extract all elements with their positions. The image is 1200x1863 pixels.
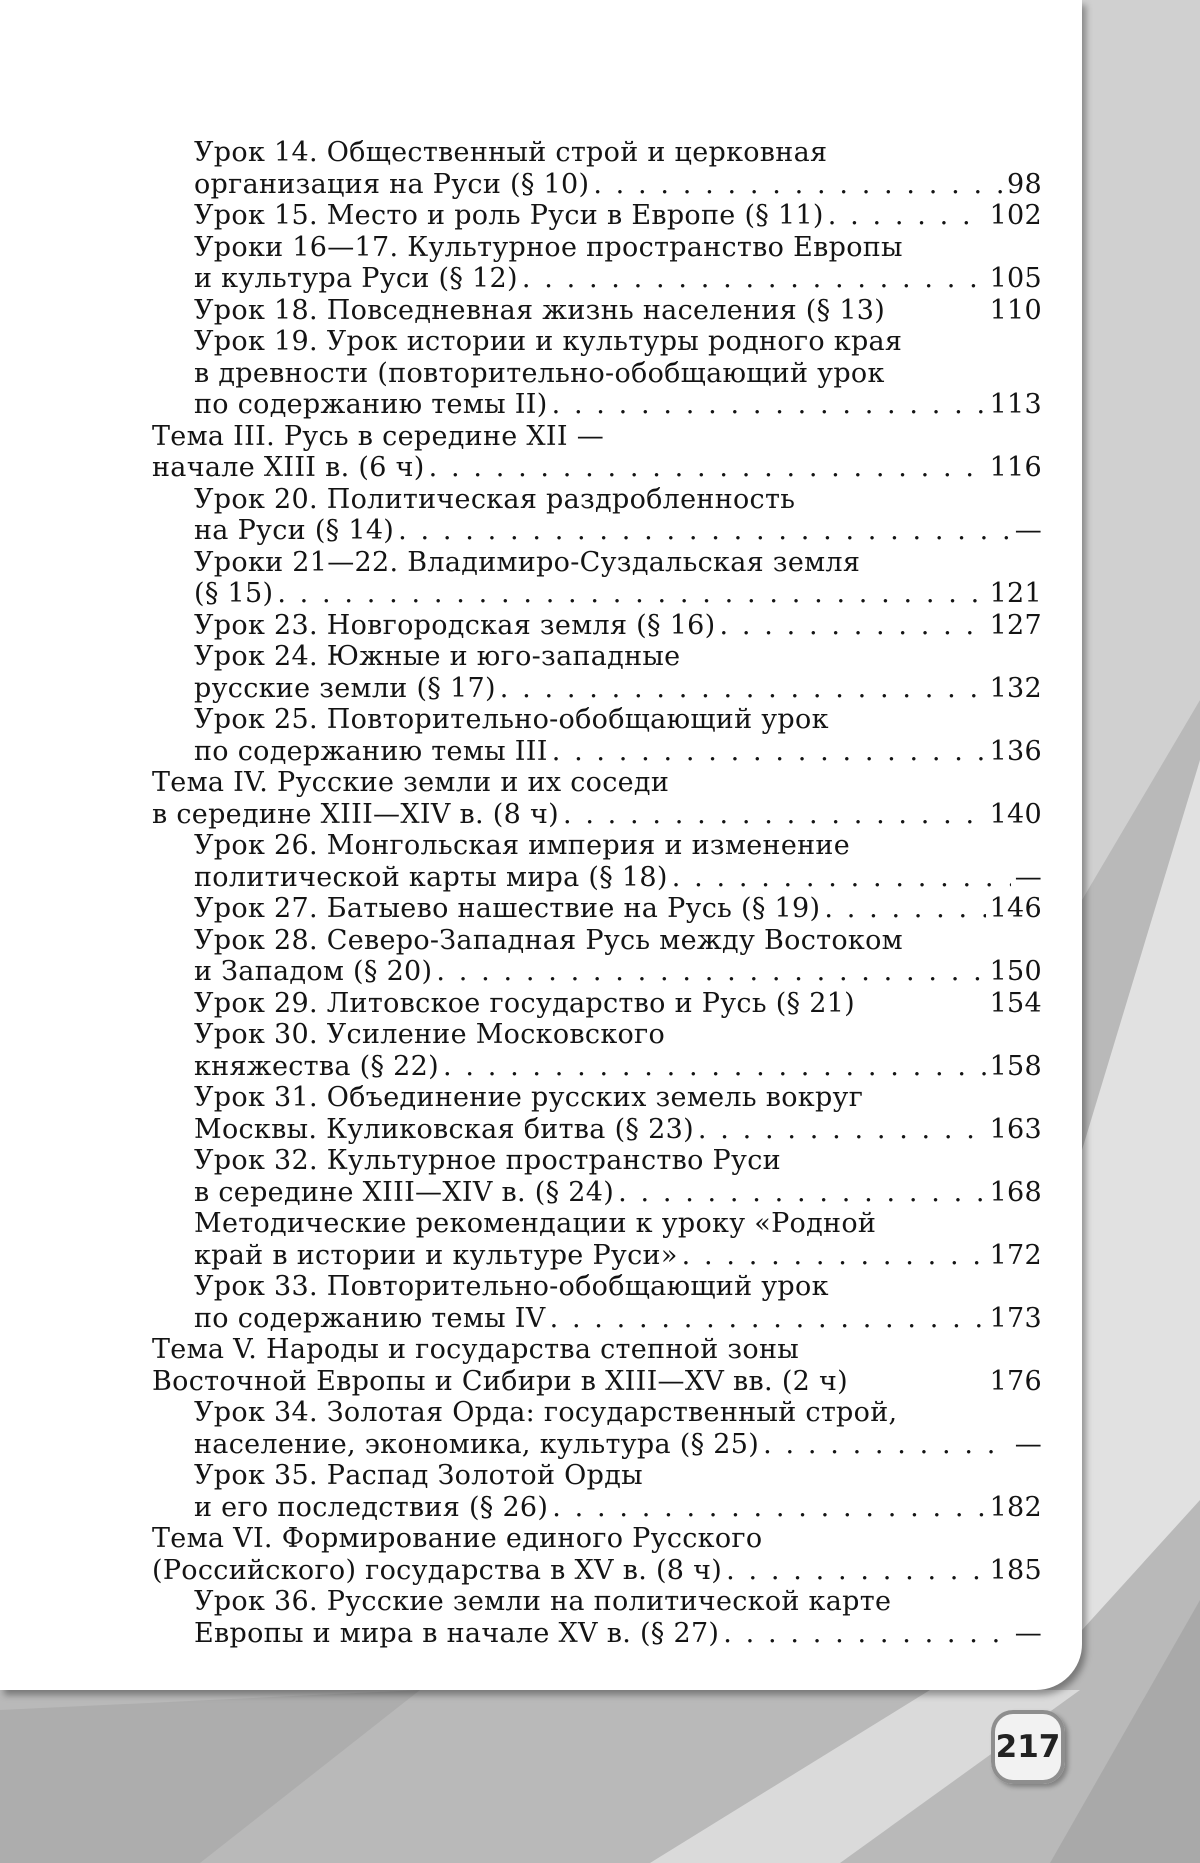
- toc-page-number: 182: [989, 1491, 1042, 1523]
- toc-entry-text: Урок 25. Повторительно-обобщающий урок: [194, 704, 829, 735]
- dot-leader: [429, 452, 986, 484]
- toc-entry-text: Урок 24. Южные и юго-западные: [194, 641, 681, 672]
- toc-page-number: 150: [989, 956, 1042, 987]
- toc-line: [194, 1429, 1042, 1461]
- toc-entry-text: по содержанию темы III: [194, 735, 548, 767]
- toc-line: [194, 232, 1042, 264]
- toc-line: [152, 1366, 1042, 1398]
- toc-lesson-entry: [152, 925, 1042, 988]
- toc-entry-text: организация на Руси (§ 10): [194, 168, 590, 200]
- toc-page-number: 105: [989, 263, 1042, 294]
- toc-entry-text: Тема VI. Формирование единого Русского: [152, 1523, 763, 1554]
- toc-lesson-entry: [152, 1019, 1042, 1082]
- toc-entry-text: на Руси (§ 14): [194, 515, 395, 546]
- toc-entry-text: Урок 19. Урок истории и культуры родного края: [194, 326, 903, 357]
- toc-line: [194, 988, 1042, 1020]
- toc-entry-text: Уроки 21—22. Владимиро-Суздальская земля: [194, 546, 861, 578]
- toc-page-number: 136: [989, 735, 1042, 767]
- toc-entry-text: княжества (§ 22): [194, 1050, 439, 1082]
- toc-page-number: —: [1014, 1617, 1042, 1649]
- toc-entry-text: Методические рекомендации к уроку «Родной: [194, 1208, 877, 1239]
- toc-lesson-entry: [152, 1082, 1042, 1145]
- toc-entry-text: начале XIII в. (6 ч): [152, 452, 425, 483]
- toc-line: [194, 200, 1042, 232]
- toc-line: [194, 169, 1042, 201]
- toc-page-number: 127: [989, 609, 1042, 641]
- toc-page-number: 185: [989, 1554, 1042, 1586]
- toc-line: [194, 1145, 1042, 1177]
- toc-line: [194, 925, 1042, 957]
- toc-page-number: 168: [989, 1176, 1042, 1208]
- toc-line: [194, 862, 1042, 894]
- toc-page-number: 146: [989, 893, 1042, 924]
- toc-entry-text: Урок 23. Новгородская земля (§ 16): [194, 609, 716, 641]
- toc-topic-entry: [152, 767, 1042, 830]
- toc-page-number: 102: [989, 200, 1042, 231]
- toc-line: [194, 1618, 1042, 1650]
- toc-page-number: 173: [989, 1302, 1042, 1334]
- toc-entry-text: (Российского) государства в XV в. (8 ч): [152, 1554, 723, 1586]
- dot-leader: [277, 578, 985, 610]
- toc-line: [194, 263, 1042, 295]
- dot-leader: [552, 389, 986, 421]
- toc-lesson-entry: [152, 137, 1042, 200]
- toc-lesson-entry: [152, 1397, 1042, 1460]
- toc-entry-text: в середине XIII—XIV в. (§ 24): [194, 1176, 615, 1208]
- dot-leader: [500, 673, 986, 705]
- toc-line: [194, 484, 1042, 516]
- toc-line: [194, 515, 1042, 547]
- dot-leader: [436, 956, 985, 988]
- toc-page-number: —: [1014, 861, 1042, 893]
- toc-line: [152, 799, 1042, 831]
- toc-page-number: —: [1014, 1428, 1042, 1460]
- toc-entry-text: Урок 31. Объединение русских земель вокруг: [194, 1082, 864, 1113]
- toc-line: [194, 295, 1042, 327]
- toc-page-number: 158: [989, 1050, 1042, 1082]
- toc-line: [194, 389, 1042, 421]
- toc-line: [194, 1177, 1042, 1209]
- page-number-badge: [991, 1710, 1065, 1784]
- toc-entry-text: Урок 20. Политическая раздробленность: [194, 483, 796, 515]
- toc-lesson-entry: [152, 326, 1042, 421]
- toc-line: [194, 1460, 1042, 1492]
- toc-entry-text: (§ 15): [194, 578, 274, 609]
- toc-entry-text: политической карты мира (§ 18): [194, 861, 668, 893]
- toc-line: [194, 736, 1042, 768]
- dot-leader: [824, 893, 985, 925]
- toc-page-number: 113: [989, 389, 1042, 420]
- dot-leader: [398, 515, 1011, 547]
- dot-leader: [698, 1114, 986, 1146]
- toc-entry-text: Урок 36. Русские земли на политической карте: [194, 1586, 892, 1617]
- dot-leader: [682, 1240, 986, 1272]
- dot-leader: [593, 169, 1003, 201]
- toc-entry-text: Урок 26. Монгольская империя и изменение: [194, 830, 850, 861]
- toc-page-number: 172: [989, 1239, 1042, 1271]
- toc-entry-text: Москвы. Куликовская битва (§ 23): [194, 1113, 694, 1145]
- toc-line: [194, 326, 1042, 358]
- dot-leader: [443, 1051, 986, 1083]
- toc-lesson-entry: [152, 641, 1042, 704]
- toc-page-number: 140: [989, 798, 1042, 830]
- toc-line: [194, 1271, 1042, 1303]
- toc-line: [194, 547, 1042, 579]
- toc-line: [152, 1523, 1042, 1555]
- toc-page-number: —: [1014, 515, 1042, 546]
- toc-entry-text: Урок 35. Распад Золотой Орды: [194, 1460, 643, 1491]
- toc-entry-text: Урок 30. Усиление Московского: [194, 1019, 666, 1050]
- toc-line: [194, 1114, 1042, 1146]
- table-of-contents: [152, 137, 1042, 1649]
- toc-lesson-entry: [152, 1586, 1042, 1649]
- toc-line: [194, 673, 1042, 705]
- toc-entry-text: Урок 15. Место и роль Руси в Европе (§ 11): [194, 200, 824, 231]
- toc-line: [194, 1586, 1042, 1618]
- toc-lesson-entry: [152, 830, 1042, 893]
- toc-entry-text: в середине XIII—XIV в. (8 ч): [152, 798, 559, 830]
- toc-lesson-entry: [152, 1271, 1042, 1334]
- toc-page-number: 121: [989, 578, 1042, 609]
- toc-entry-text: Урок 28. Северо-Западная Русь между Востоком: [194, 924, 903, 956]
- toc-entry-text: Восточной Европы и Сибири в XIII—XV вв. (2 ч): [152, 1365, 849, 1397]
- toc-line: [194, 1492, 1042, 1524]
- toc-page-number: 98: [1007, 168, 1042, 200]
- toc-page-number: 132: [989, 672, 1042, 704]
- toc-line: [194, 1082, 1042, 1114]
- toc-line: [194, 1397, 1042, 1429]
- dot-leader: [763, 1429, 1011, 1461]
- toc-line: [152, 421, 1042, 453]
- dot-leader: [672, 862, 1011, 894]
- toc-lesson-entry: [152, 484, 1042, 547]
- toc-lesson-entry: [152, 295, 1042, 327]
- dot-leader: [552, 736, 986, 768]
- toc-lesson-entry: [152, 704, 1042, 767]
- toc-entry-text: край в истории и культуре Руси»: [194, 1239, 678, 1271]
- toc-lesson-entry: [152, 547, 1042, 610]
- toc-lesson-entry: [152, 200, 1042, 232]
- toc-line: [194, 137, 1042, 169]
- toc-line: [194, 1019, 1042, 1051]
- toc-line: [194, 578, 1042, 610]
- toc-entry-text: и культура Руси (§ 12): [194, 263, 518, 294]
- page-number: 217: [995, 1729, 1061, 1765]
- toc-entry-text: Тема V. Народы и государства степной зоны: [152, 1334, 800, 1365]
- dot-leader: [618, 1177, 985, 1209]
- toc-page-number: 176: [989, 1365, 1042, 1397]
- toc-entry-text: Уроки 16—17. Культурное пространство Европы: [194, 231, 903, 263]
- toc-entry-text: Урок 29. Литовское государство и Русь (§ 21): [194, 987, 856, 1019]
- toc-line: [194, 358, 1042, 390]
- toc-line: [194, 1303, 1042, 1335]
- toc-entry-text: Европы и мира в начале XV в. (§ 27): [194, 1617, 720, 1649]
- toc-lesson-entry: [152, 893, 1042, 925]
- toc-entry-text: Тема IV. Русские земли и их соседи: [152, 767, 670, 798]
- dot-leader: [552, 1492, 985, 1524]
- toc-lesson-entry: [152, 1460, 1042, 1523]
- toc-lesson-entry: [152, 1208, 1042, 1271]
- toc-entry-text: Тема III. Русь в середине XII —: [152, 420, 605, 452]
- toc-lesson-entry: [152, 610, 1042, 642]
- toc-entry-text: население, экономика, культура (§ 25): [194, 1428, 760, 1460]
- toc-page-number: 154: [989, 987, 1042, 1019]
- toc-entry-text: Урок 18. Повседневная жизнь населения (§ 13): [194, 294, 886, 326]
- toc-entry-text: и его последствия (§ 26): [194, 1491, 549, 1523]
- toc-topic-entry: [152, 421, 1042, 484]
- toc-line: [152, 452, 1042, 484]
- toc-entry-text: по содержанию темы II): [194, 389, 548, 420]
- toc-page-number: 163: [989, 1113, 1042, 1145]
- toc-entry-text: по содержанию темы IV: [194, 1302, 546, 1334]
- toc-line: [194, 610, 1042, 642]
- toc-entry-text: Урок 34. Золотая Орда: государственный строй,: [194, 1397, 898, 1428]
- toc-entry-text: в древности (повторительно-обобщающий урок: [194, 357, 885, 389]
- dot-leader: [563, 799, 986, 831]
- toc-entry-text: Урок 32. Культурное пространство Руси: [194, 1145, 781, 1176]
- toc-line: [194, 1240, 1042, 1272]
- toc-line: [194, 641, 1042, 673]
- toc-line: [194, 830, 1042, 862]
- toc-entry-text: Урок 27. Батыево нашествие на Русь (§ 19): [194, 893, 821, 924]
- toc-line: [194, 1208, 1042, 1240]
- dot-leader: [726, 1555, 985, 1587]
- toc-lesson-entry: [152, 232, 1042, 295]
- toc-lesson-entry: [152, 1145, 1042, 1208]
- toc-topic-entry: [152, 1334, 1042, 1397]
- toc-line: [152, 1334, 1042, 1366]
- toc-line: [194, 704, 1042, 736]
- toc-line: [152, 1555, 1042, 1587]
- toc-page-number: 116: [989, 452, 1042, 483]
- toc-entry-text: русские земли (§ 17): [194, 672, 496, 704]
- toc-topic-entry: [152, 1523, 1042, 1586]
- dot-leader: [723, 1618, 1010, 1650]
- dot-leader: [522, 263, 986, 295]
- toc-line: [194, 893, 1042, 925]
- dot-leader: [720, 610, 986, 642]
- dot-leader: [828, 200, 986, 232]
- toc-page-number: 110: [989, 294, 1042, 326]
- toc-line: [152, 767, 1042, 799]
- toc-entry-text: Урок 33. Повторительно-обобщающий урок: [194, 1271, 829, 1302]
- toc-entry-text: Урок 14. Общественный строй и церковная: [194, 137, 828, 168]
- toc-line: [194, 956, 1042, 988]
- dot-leader: [550, 1303, 986, 1335]
- toc-entry-text: и Западом (§ 20): [194, 956, 433, 987]
- toc-line: [194, 1051, 1042, 1083]
- toc-lesson-entry: [152, 988, 1042, 1020]
